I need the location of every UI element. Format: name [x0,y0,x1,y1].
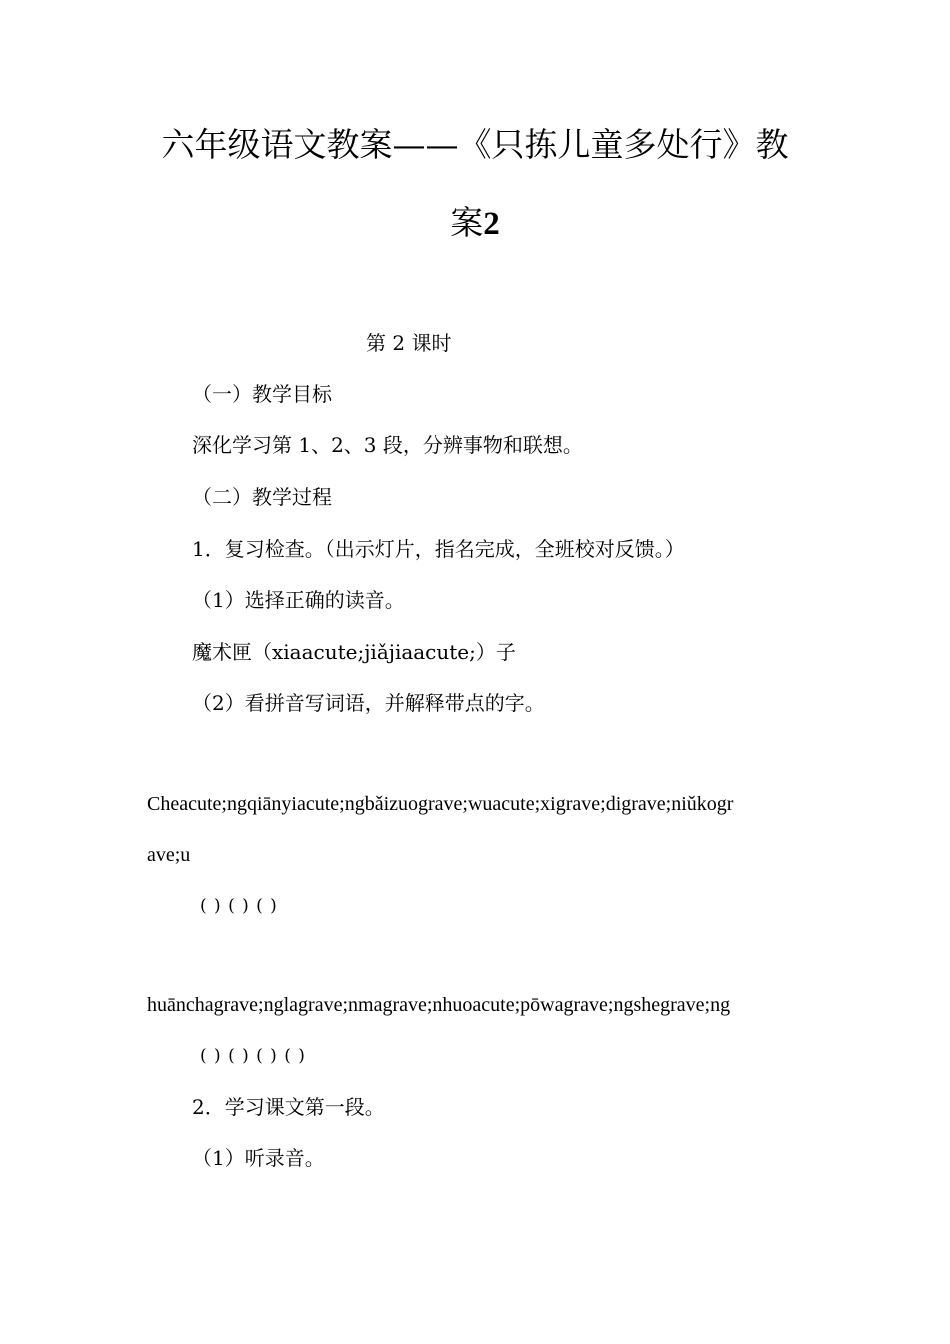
goal-heading: （一）教学目标 [192,382,332,406]
document-title-line-2 [100,203,850,244]
pinyin-line-2: huānchagrave;nglagrave;nmagrave;nhuoacute;pōwagrave;ngshegrave;ng [147,994,731,1016]
step-1-question-1-item: 魔术匣（xiaacute;jiǎjiaacute;）子 [192,640,516,664]
step-1-question-2: （2）看拼音写词语，并解释带点的字。 [192,691,545,715]
pinyin-line-1-continued: ave;u [147,844,191,866]
step-2: 2．学习课文第一段。 [192,1095,385,1119]
document-title-line-1: 六年级语文教案——《只拣儿童多处行》教 [161,125,789,164]
step-1: 1．复习检查。（出示灯片，指名完成，全班校对反馈。） [192,537,685,561]
step-1-question-1: （1）选择正确的读音。 [192,588,405,612]
lesson-label: 第 2 课时 [366,331,452,355]
answer-blanks-1: ( ) ( ) ( ) [200,896,278,916]
step-2-question-1: （1）听录音。 [192,1146,325,1170]
title-number: 2 [483,206,500,242]
goal-text: 深化学习第 1、2、3 段，分辨事物和联想。 [192,433,583,457]
process-heading: （二）教学过程 [192,485,332,509]
answer-blanks-2: ( ) ( ) ( ) ( ) [200,1046,306,1066]
pinyin-line-1: Cheacute;ngqiānyiacute;ngbǎizuograve;wuacute;xigrave;digrave;niǔkogr [147,793,734,815]
title-text: 案 [450,203,484,242]
